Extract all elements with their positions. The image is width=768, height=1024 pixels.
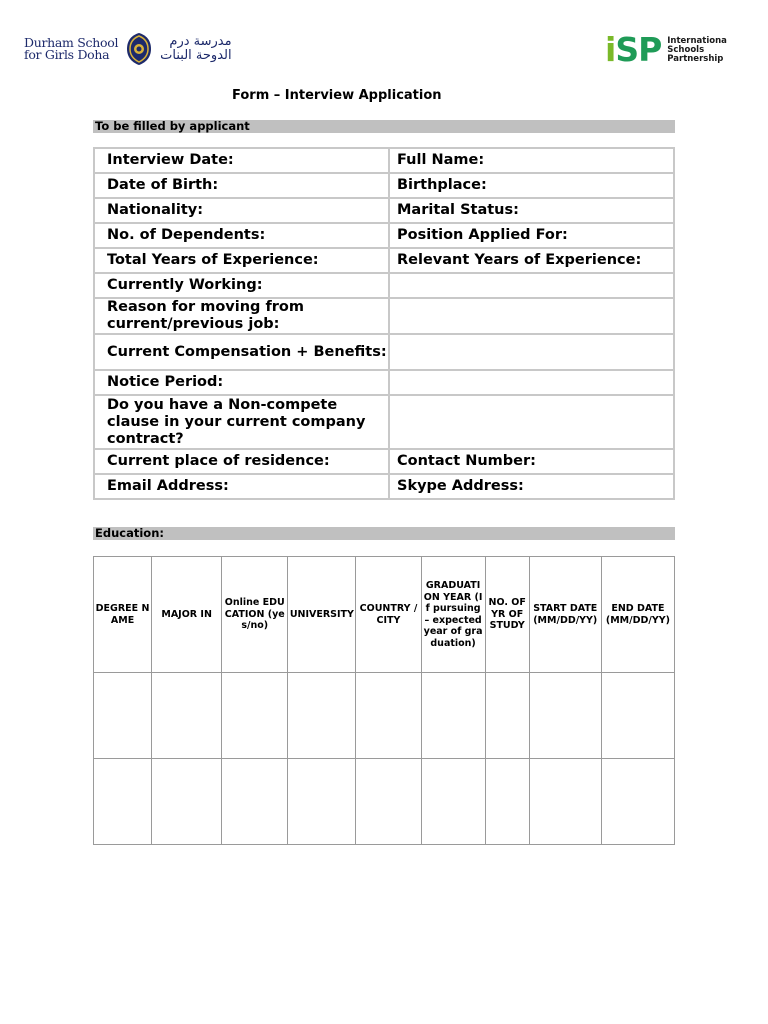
field-label[interactable]: Position Applied For:: [389, 223, 674, 248]
table-row: [94, 673, 675, 759]
education-cell[interactable]: [288, 673, 356, 759]
education-cell[interactable]: [485, 673, 529, 759]
education-cell[interactable]: [601, 673, 674, 759]
answer-cell[interactable]: [389, 273, 674, 298]
education-cell[interactable]: [529, 673, 601, 759]
field-label: Current Compensation + Benefits:: [94, 334, 389, 370]
education-cell[interactable]: [94, 759, 152, 845]
column-header: END DATE (MM/DD/YY): [601, 557, 674, 673]
education-cell[interactable]: [152, 759, 222, 845]
field-label: Notice Period:: [94, 370, 389, 395]
education-table: [93, 556, 675, 845]
column-header: DEGREE NAME: [94, 557, 152, 673]
table-row: [94, 248, 674, 273]
column-header: COUNTRY / CITY: [356, 557, 421, 673]
applicant-table: [93, 147, 675, 500]
field-label: Total Years of Experience:: [94, 248, 389, 273]
table-row: [94, 334, 674, 370]
education-cell[interactable]: [222, 673, 288, 759]
column-header: NO. OF YR OF STUDY: [485, 557, 529, 673]
education-cell[interactable]: [152, 673, 222, 759]
school-name-arabic: مدرسة درم الدوحة البنات: [160, 34, 232, 63]
education-cell[interactable]: [421, 759, 485, 845]
column-header: GRADUATION YEAR (If pursuing – expected year of graduation): [421, 557, 485, 673]
school-name: Durham School for Girls Doha: [24, 35, 119, 62]
education-header-row: [94, 557, 675, 673]
form-title: Form – Interview Application: [232, 88, 442, 103]
education-section-band: Education:: [93, 527, 675, 540]
answer-cell[interactable]: [389, 370, 674, 395]
field-label: Currently Working:: [94, 273, 389, 298]
table-row: [94, 173, 674, 198]
field-label[interactable]: Relevant Years of Experience:: [389, 248, 674, 273]
education-cell[interactable]: [94, 673, 152, 759]
field-label[interactable]: Marital Status:: [389, 198, 674, 223]
table-row: [94, 223, 674, 248]
field-label[interactable]: Skype Address:: [389, 474, 674, 499]
field-label: Date of Birth:: [94, 173, 389, 198]
field-label: Interview Date:: [94, 148, 389, 173]
education-cell[interactable]: [485, 759, 529, 845]
table-row: [94, 474, 674, 499]
column-header: Online EDUCATION (yes/no): [222, 557, 288, 673]
isp-name: Internationa Schools Partnership: [667, 35, 727, 64]
table-row: [94, 370, 674, 395]
column-header: UNIVERSITY: [288, 557, 356, 673]
column-header: START DATE (MM/DD/YY): [529, 557, 601, 673]
applicant-section-band: To be filled by applicant: [93, 120, 675, 133]
field-label[interactable]: Contact Number:: [389, 449, 674, 474]
table-row: [94, 759, 675, 845]
table-row: [94, 449, 674, 474]
education-cell[interactable]: [601, 759, 674, 845]
education-cell[interactable]: [288, 759, 356, 845]
education-cell[interactable]: [421, 673, 485, 759]
table-row: [94, 198, 674, 223]
answer-cell[interactable]: [389, 395, 674, 449]
table-row: [94, 395, 674, 449]
answer-cell[interactable]: [389, 334, 674, 370]
field-label: Reason for moving from current/previous job:: [94, 298, 389, 334]
education-cell[interactable]: [529, 759, 601, 845]
education-cell[interactable]: [356, 759, 421, 845]
durham-school-logo: [24, 32, 232, 66]
field-label: No. of Dependents:: [94, 223, 389, 248]
field-label[interactable]: Full Name:: [389, 148, 674, 173]
isp-mark: iSP: [605, 30, 662, 69]
education-cell[interactable]: [222, 759, 288, 845]
education-cell[interactable]: [356, 673, 421, 759]
column-header: MAJOR IN: [152, 557, 222, 673]
field-label[interactable]: Birthplace:: [389, 173, 674, 198]
isp-logo: [605, 30, 727, 69]
answer-cell[interactable]: [389, 298, 674, 334]
table-row: [94, 273, 674, 298]
school-crest-icon: [126, 32, 152, 66]
field-label: Do you have a Non-compete clause in your current company contract?: [94, 395, 389, 449]
table-row: [94, 298, 674, 334]
field-label: Email Address:: [94, 474, 389, 499]
table-row: [94, 148, 674, 173]
field-label: Nationality:: [94, 198, 389, 223]
field-label: Current place of residence:: [94, 449, 389, 474]
